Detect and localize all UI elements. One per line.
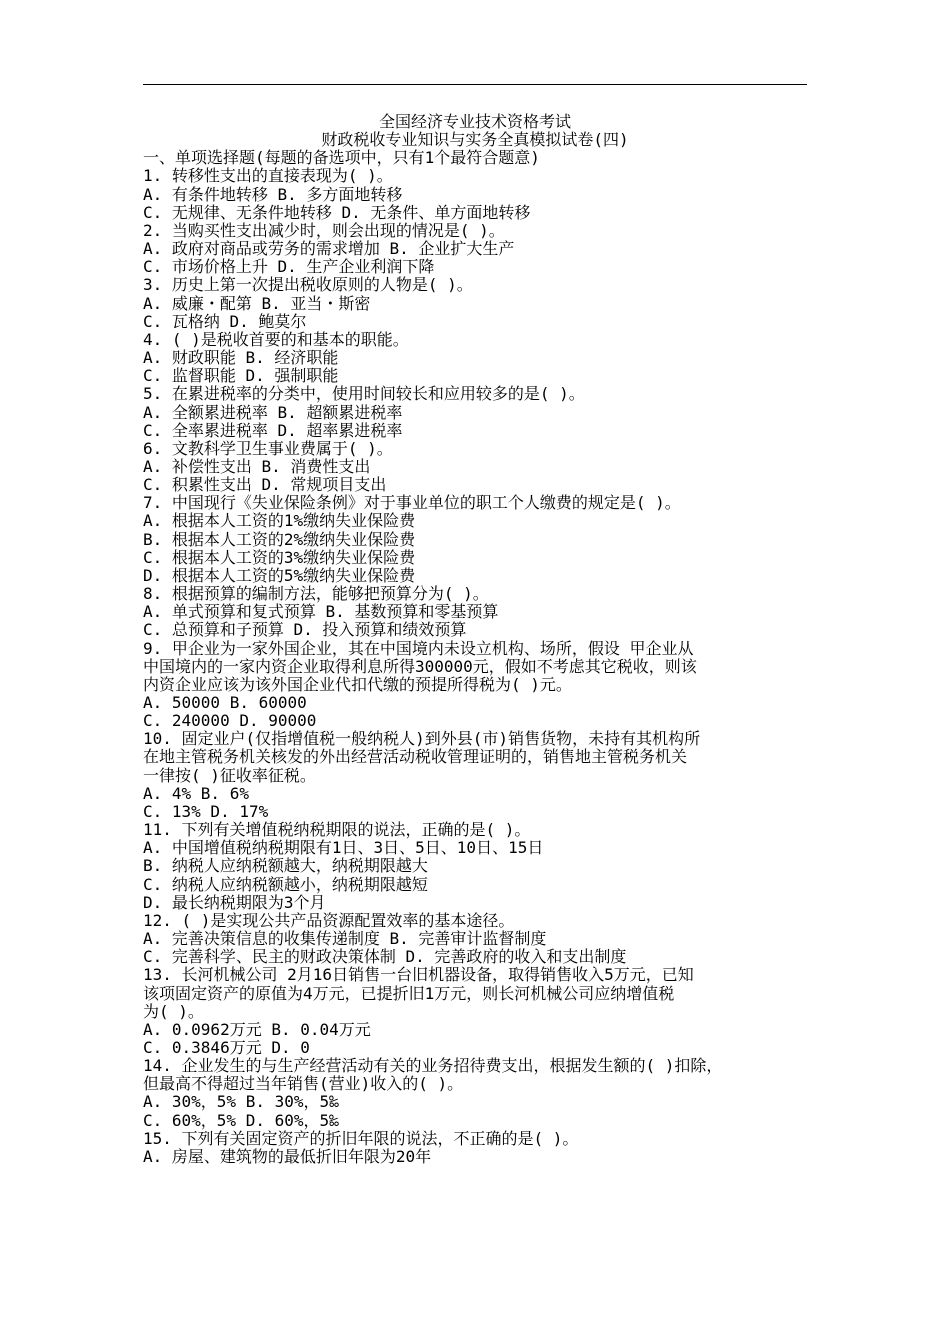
text-line: 但最高不得超过当年销售(营业)收入的( )。 xyxy=(143,1075,464,1094)
text-line: 9. 甲企业为一家外国企业，其在中国境内未设立机构、场所，假设 甲企业从 xyxy=(143,639,694,658)
document-body xyxy=(143,113,807,1166)
text-line: C. 240000 D. 90000 xyxy=(143,712,317,731)
text-line: 12. ( )是实现公共产品资源配置效率的基本途径。 xyxy=(143,911,515,930)
text-line: 一、单项选择题(每题的备选项中，只有1个最符合题意) xyxy=(143,149,540,168)
text-line: A. 威廉・配第 B. 亚当・斯密 xyxy=(143,294,371,313)
text-line: A. 0.0962万元 B. 0.04万元 xyxy=(143,1020,371,1039)
text-line: A. 50000 B. 60000 xyxy=(143,694,307,712)
text-line: 2. 当购买性支出减少时，则会出现的情况是( )。 xyxy=(143,221,505,240)
text-line: 一律按( )征收率征税。 xyxy=(143,766,316,785)
text-line: B. 纳税人应纳税额越大，纳税期限越大 xyxy=(143,857,428,876)
text-line: 13. 长河机械公司 2月16日销售一台旧机器设备，取得销售收入5万元，已知 xyxy=(143,966,694,985)
text-line: A. 中国增值税纳税期限有1日、3日、5日、10日、15日 xyxy=(143,839,544,858)
text-line: D. 根据本人工资的5%缴纳失业保险费 xyxy=(143,566,416,585)
text-line: 7. 中国现行《失业保险条例》对于事业单位的职工个人缴费的规定是( )。 xyxy=(143,494,681,513)
text-line: A. 有条件地转移 B. 多方面地转移 xyxy=(143,185,403,204)
text-line: A. 单式预算和复式预算 B. 基数预算和零基预算 xyxy=(143,603,499,622)
text-line: A. 完善决策信息的收集传递制度 B. 完善审计监督制度 xyxy=(143,930,547,949)
text-line: 3. 历史上第一次提出税收原则的人物是( )。 xyxy=(143,276,473,295)
text-line: 5. 在累进税率的分类中，使用时间较长和应用较多的是( )。 xyxy=(143,385,585,404)
exam-title: 全国经济专业技术资格考试 xyxy=(378,112,571,131)
text-line: C. 总预算和子预算 D. 投入预算和绩效预算 xyxy=(143,621,467,640)
text-line: 15. 下列有关固定资产的折旧年限的说法，不正确的是( )。 xyxy=(143,1129,579,1148)
text-line: A. 财政职能 B. 经济职能 xyxy=(143,349,339,368)
text-line: 11. 下列有关增值税纳税期限的说法，正确的是( )。 xyxy=(143,821,531,840)
text-line: 内资企业应该为该外国企业代扣代缴的预提所得税为( )元。 xyxy=(143,675,572,694)
text-line: A. 房屋、建筑物的最低折旧年限为20年 xyxy=(143,1147,432,1166)
text-line: A. 根据本人工资的1%缴纳失业保险费 xyxy=(143,512,416,531)
text-line: 为( )。 xyxy=(143,1002,204,1021)
paper-title: 财政税收专业知识与实务全真模拟试卷(四) xyxy=(321,130,629,150)
text-line: 8. 根据预算的编制方法，能够把预算分为( )。 xyxy=(143,585,489,604)
text-line: C. 积累性支出 D. 常规项目支出 xyxy=(143,476,387,495)
text-line: D. 最长纳税期限为3个月 xyxy=(143,893,326,912)
text-line: 中国境内的一家内资企业取得利息所得300000元，假如不考虑其它税收，则该 xyxy=(143,657,697,676)
text-line: C. 完善科学、民主的财政决策体制 D. 完善政府的收入和支出制度 xyxy=(143,948,627,967)
text-line: C. 监督职能 D. 强制职能 xyxy=(143,367,339,386)
text-line: 14. 企业发生的与生产经营活动有关的业务招待费支出，根据发生额的( )扣除， xyxy=(143,1057,723,1076)
text-line: 4. ( )是税收首要的和基本的职能。 xyxy=(143,330,409,349)
text-line: C. 根据本人工资的3%缴纳失业保险费 xyxy=(143,548,416,567)
text-line: C. 纳税人应纳税额越小，纳税期限越短 xyxy=(143,875,428,894)
text-line: A. 补偿性支出 B. 消费性支出 xyxy=(143,457,371,476)
text-line: A. 4% B. 6% xyxy=(143,784,249,803)
text-line: B. 根据本人工资的2%缴纳失业保险费 xyxy=(143,530,416,549)
text-line: C. 瓦格纳 D. 鲍莫尔 xyxy=(143,312,307,331)
text-line: 6. 文教科学卫生事业费属于( )。 xyxy=(143,439,393,458)
text-line: C. 市场价格上升 D. 生产企业利润下降 xyxy=(143,258,435,277)
text-line: 1. 转移性支出的直接表现为( )。 xyxy=(143,167,393,186)
text-line: 在地主管税务机关核发的外出经营活动税收管理证明的，销售地主管税务机关 xyxy=(143,748,688,767)
top-rule xyxy=(143,84,807,85)
text-line: A. 政府对商品或劳务的需求增加 B. 企业扩大生产 xyxy=(143,240,515,259)
question-list xyxy=(143,149,807,1166)
text-line: A. 全额累进税率 B. 超额累进税率 xyxy=(143,403,403,422)
text-line: 该项固定资产的原值为4万元，已提折旧1万元，则长河机械公司应纳增值税 xyxy=(143,984,675,1003)
text-line: C. 60%，5% D. 60%，5‰ xyxy=(143,1111,339,1130)
text-line: C. 无规律、无条件地转移 D. 无条件、单方面地转移 xyxy=(143,203,531,222)
text-line: A. 30%，5% B. 30%，5‰ xyxy=(143,1093,339,1112)
text-line: 10. 固定业户(仅指增值税一般纳税人)到外县(市)销售货物，未持有其机构所 xyxy=(143,730,701,749)
text-line: C. 13% D. 17% xyxy=(143,802,269,821)
text-line: C. 全率累进税率 D. 超率累进税率 xyxy=(143,421,403,440)
text-line: C. 0.3846万元 D. 0 xyxy=(143,1038,310,1057)
